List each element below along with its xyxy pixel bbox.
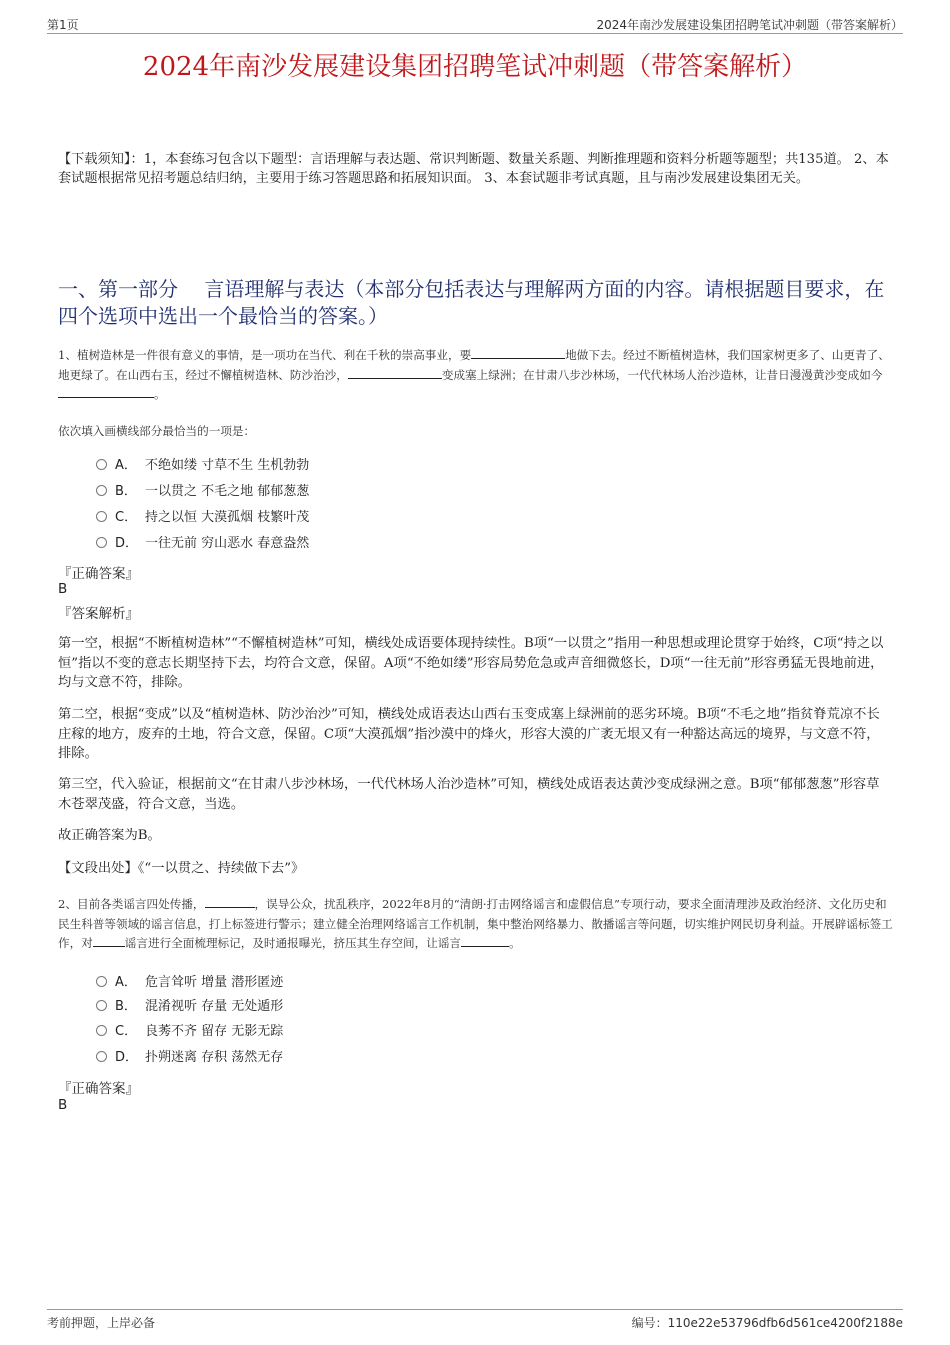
q2-text-2: ，误导公众，扰乱秩序，2022年8月的“清朗·打击网络谣言和虚假信息”专项行动，要求全面清理涉及政治经济、文化历史和民生科普等领域的谣言信息，打上标签进行警示；建立健全治理网络谣言工作机制，集中整治网络暴力、散播谣言等问题，切实维护网民切身利益。开展辟谣标签工作，对 [58, 897, 893, 950]
radio-icon[interactable] [96, 1025, 107, 1036]
q1-text-2: 地做下去。经过不断植树造林，我们国家树更多了、山更青了、地更绿了。在山西右玉，经过不懈植树造林、防沙治沙， [58, 348, 890, 382]
radio-icon[interactable] [96, 537, 107, 548]
q1-option-c[interactable]: C． 持之以恒 大漠孤烟 枝繁叶茂 [96, 508, 309, 528]
radio-icon[interactable] [96, 485, 107, 496]
q1-option-b[interactable]: B． 一以贯之 不毛之地 郁郁葱葱 [96, 482, 309, 502]
q2-answer: B [58, 1097, 68, 1113]
header-doc-title: 2024年南沙发展建设集团招聘笔试冲刺题（带答案解析） [596, 18, 903, 32]
q1-blank-1 [471, 346, 565, 359]
section-title: 一、第一部分 言语理解与表达（本部分包括表达与理解两方面的内容。请根据题目要求，在四个选项中选出一个最恰当的答案。） [58, 277, 885, 328]
q1-blank-3 [58, 385, 154, 398]
q2-option-a[interactable]: A． 危言耸听 增量 潜形匿迹 [96, 973, 283, 993]
q1-analysis-3: 第三空，代入验证，根据前文“在甘肃八步沙林场，一代代林场人治沙造林”可知，横线处成语表达黄沙变成绿洲之意。B项“郁郁葱葱”形容草木苍翠茂盛，符合文意，当选。 [58, 777, 880, 812]
q2-option-c[interactable]: C． 良莠不齐 留存 无影无踪 [96, 1022, 283, 1042]
question-2-stem [58, 895, 898, 954]
footer-divider [47, 1309, 903, 1310]
q2-blank-2 [93, 934, 125, 947]
q2-blank-1 [205, 895, 255, 908]
page-title: 2024年南沙发展建设集团招聘笔试冲刺题（带答案解析） [142, 52, 808, 82]
radio-icon[interactable] [96, 1000, 107, 1011]
radio-icon[interactable] [96, 1051, 107, 1062]
q1-text-1: 1、植树造林是一件很有意义的事情，是一项功在当代、利在千秋的崇高事业，要 [58, 348, 472, 362]
q1-blank-2 [348, 366, 442, 379]
q1-analysis-2: 第二空，根据“变成”以及“植树造林、防沙治沙”可知，横线处成语表达山西右玉变成塞上绿洲前的恶劣环境。B项“不毛之地”指贫脊荒凉不长庄稼的地方，废弃的土地，符合文意，保留。C项“大漠孤烟”指沙漠中的烽火，形容大漠的广袤无垠又有一种豁达高远的境界，与文意不符，排除。 [58, 707, 880, 761]
q1-analysis-conclusion: 故正确答案为B。 [58, 828, 161, 843]
q1-answer: B [58, 581, 68, 597]
footer-code-label: 编号： [631, 1316, 668, 1330]
header-divider [47, 33, 903, 34]
radio-icon[interactable] [96, 511, 107, 522]
q2-text-4: 。 [509, 936, 521, 950]
q2-answer-label: 『正确答案』 [58, 1081, 139, 1097]
footer-code-value: 110e22e53796dfb6d561ce4200f2188e [667, 1316, 903, 1330]
q1-analysis-label: 『答案解析』 [58, 606, 139, 622]
q1-prompt: 依次填入画横线部分最恰当的一项是： [58, 424, 256, 438]
q2-option-b[interactable]: B． 混淆视听 存量 无处遁形 [96, 997, 283, 1017]
q2-blank-3 [461, 934, 509, 947]
q1-analysis-1: 第一空，根据“不断植树造林”“不懈植树造林”可知，横线处成语要体现持续性。B项“一以贯之”指用一种思想或理论贯穿于始终，C项“持之以恒”指以不变的意志长期坚持下去，均符合文意，保留。A项“不绝如缕”形容局势危急或声音细微悠长，D项“一往无前”形容勇猛无畏地前进，均与文意不符，排除。 [58, 636, 884, 690]
q2-text-3: 谣言进行全面梳理标记，及时通报曝光，挤压其生存空间，让谣言 [124, 936, 462, 950]
header-page-label: 第1页 [47, 18, 79, 32]
download-notice: 【下载须知】：1，本套练习包含以下题型：言语理解与表达题、常识判断题、数量关系题、判断推理题和资料分析题等题型；共135道。 2、本套试题根据常见招考题总结归纳，主要用于练习答题思路和拓展知识面。 3、本套试题非考试真题，且与南沙发展建设集团无关。 [58, 152, 889, 186]
q1-option-d[interactable]: D． 一往无前 穷山恶水 春意盎然 [96, 534, 309, 554]
q1-source: 【文段出处】《“一以贯之、持续做下去”》 [58, 861, 305, 876]
footer-code [632, 1314, 903, 1331]
q1-text-4: 。 [154, 387, 166, 401]
q1-text-3: 变成塞上绿洲；在甘肃八步沙林场，一代代林场人治沙造林，让昔日漫漫黄沙变成如今 [441, 367, 883, 382]
q1-option-a[interactable]: A． 不绝如缕 寸草不生 生机勃勃 [96, 456, 309, 476]
q2-option-d[interactable]: D． 扑朔迷离 存积 荡然无存 [96, 1048, 283, 1068]
q2-text-1: 2、目前各类谣言四处传播， [58, 897, 205, 911]
footer-slogan: 考前押题，上岸必备 [47, 1316, 156, 1330]
radio-icon[interactable] [96, 976, 107, 987]
radio-icon[interactable] [96, 459, 107, 470]
question-1-stem [58, 346, 898, 405]
q1-answer-label: 『正确答案』 [58, 566, 139, 582]
